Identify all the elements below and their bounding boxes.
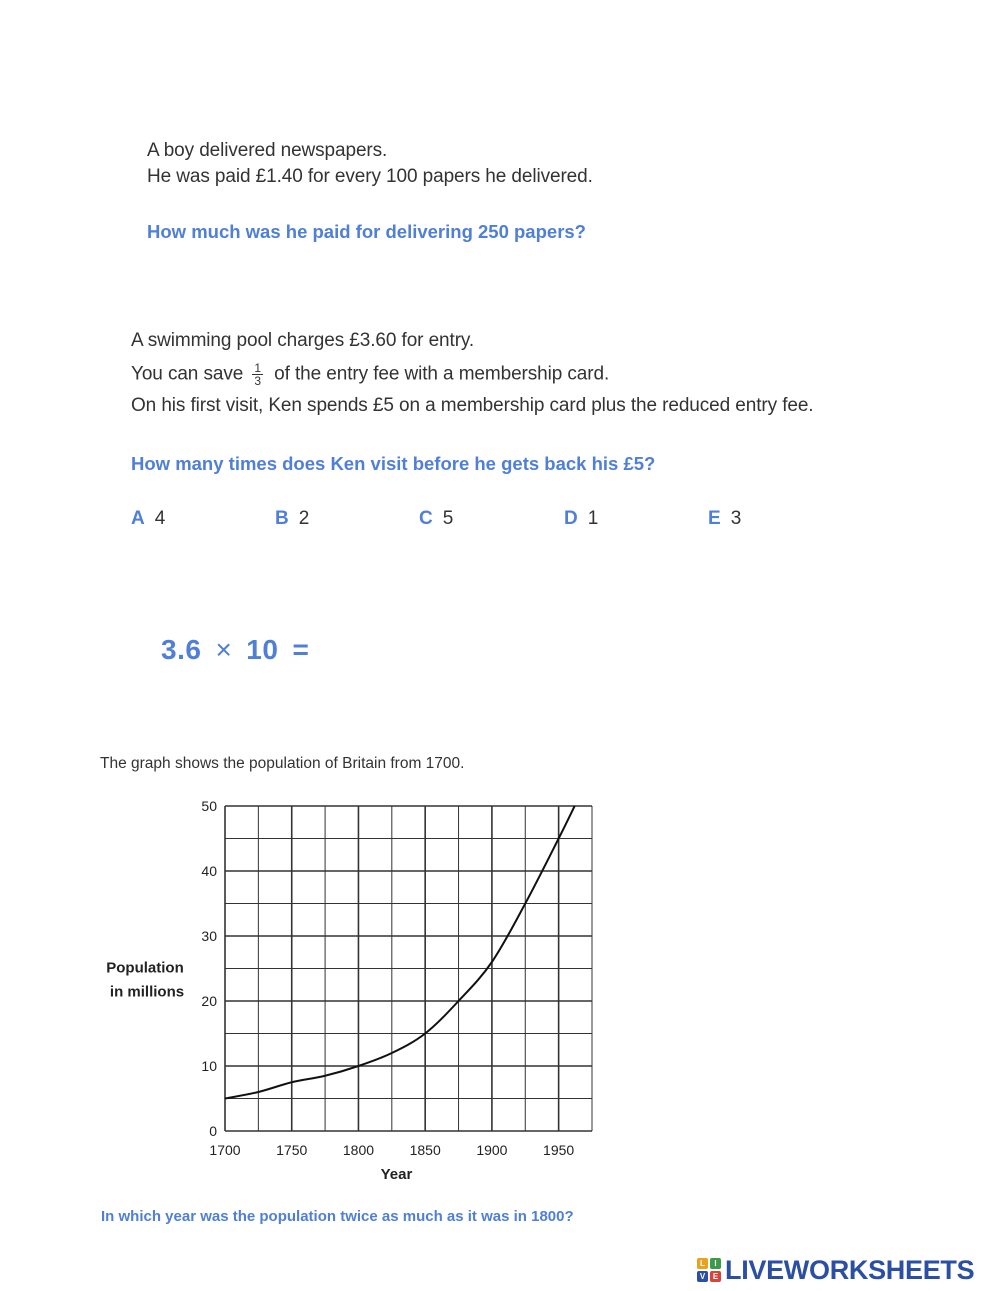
option-a[interactable]: A 4 — [131, 508, 166, 529]
x-tick-label: 1900 — [476, 1142, 508, 1158]
option-d[interactable]: D 1 — [564, 508, 599, 529]
q1-line2: He was paid £1.40 for every 100 papers he delivered. — [147, 166, 593, 187]
q2-line2-after: of the entry fee with a membership card. — [274, 363, 610, 385]
graph-caption: The graph shows the population of Britain from 1700. — [100, 755, 465, 772]
y-axis-label-line2: in millions — [109, 983, 185, 1001]
math-right: 10 — [246, 634, 279, 665]
y-tick-labels — [201, 798, 217, 1139]
q1-question: How much was he paid for delivering 250 papers? — [147, 221, 586, 242]
math-expression — [161, 634, 309, 666]
logo-text: LIVEWORKSHEETS — [725, 1254, 975, 1285]
y-tick-label: 0 — [209, 1123, 217, 1139]
x-tick-labels — [209, 1142, 574, 1158]
q2-question: How many times does Ken visit before he gets back his £5? — [131, 453, 656, 474]
y-tick-label: 50 — [201, 798, 217, 814]
chart-grid — [225, 806, 592, 1131]
population-curve — [225, 806, 575, 1099]
math-times: × — [215, 634, 233, 665]
x-axis-label: Year — [380, 1166, 413, 1183]
x-tick-label: 1750 — [276, 1142, 308, 1158]
population-chart — [95, 790, 605, 1190]
q2-line2 — [131, 362, 609, 387]
y-tick-label: 10 — [201, 1058, 217, 1074]
x-tick-label: 1850 — [409, 1142, 441, 1158]
option-b[interactable]: B 2 — [275, 508, 310, 529]
y-tick-label: 20 — [201, 993, 217, 1009]
q4-question: In which year was the population twice as much as it was in 1800? — [101, 1208, 574, 1225]
fraction-one-third: $\frac{1}{3}$ — [254, 361, 261, 388]
option-e[interactable]: E 3 — [708, 508, 742, 529]
q2-line3: On his first visit, Ken spends £5 on a membership card plus the reduced entry fee. — [131, 395, 814, 416]
q2-line2-before: You can save — [131, 363, 244, 385]
math-left: 3.6 — [161, 634, 202, 665]
logo-blocks-icon: L I V E — [697, 1258, 721, 1282]
x-tick-label: 1700 — [209, 1142, 241, 1158]
x-tick-label: 1950 — [543, 1142, 575, 1158]
math-equals: = — [292, 634, 310, 665]
option-c[interactable]: C 5 — [419, 508, 454, 529]
q2-line1: A swimming pool charges £3.60 for entry. — [131, 330, 475, 351]
q1-line1: A boy delivered newspapers. — [147, 140, 388, 161]
liveworksheets-logo — [697, 1252, 974, 1288]
y-axis-label-line1: Population — [106, 959, 184, 977]
y-tick-label: 30 — [201, 928, 217, 944]
y-tick-label: 40 — [201, 863, 217, 879]
x-tick-label: 1800 — [342, 1142, 375, 1158]
